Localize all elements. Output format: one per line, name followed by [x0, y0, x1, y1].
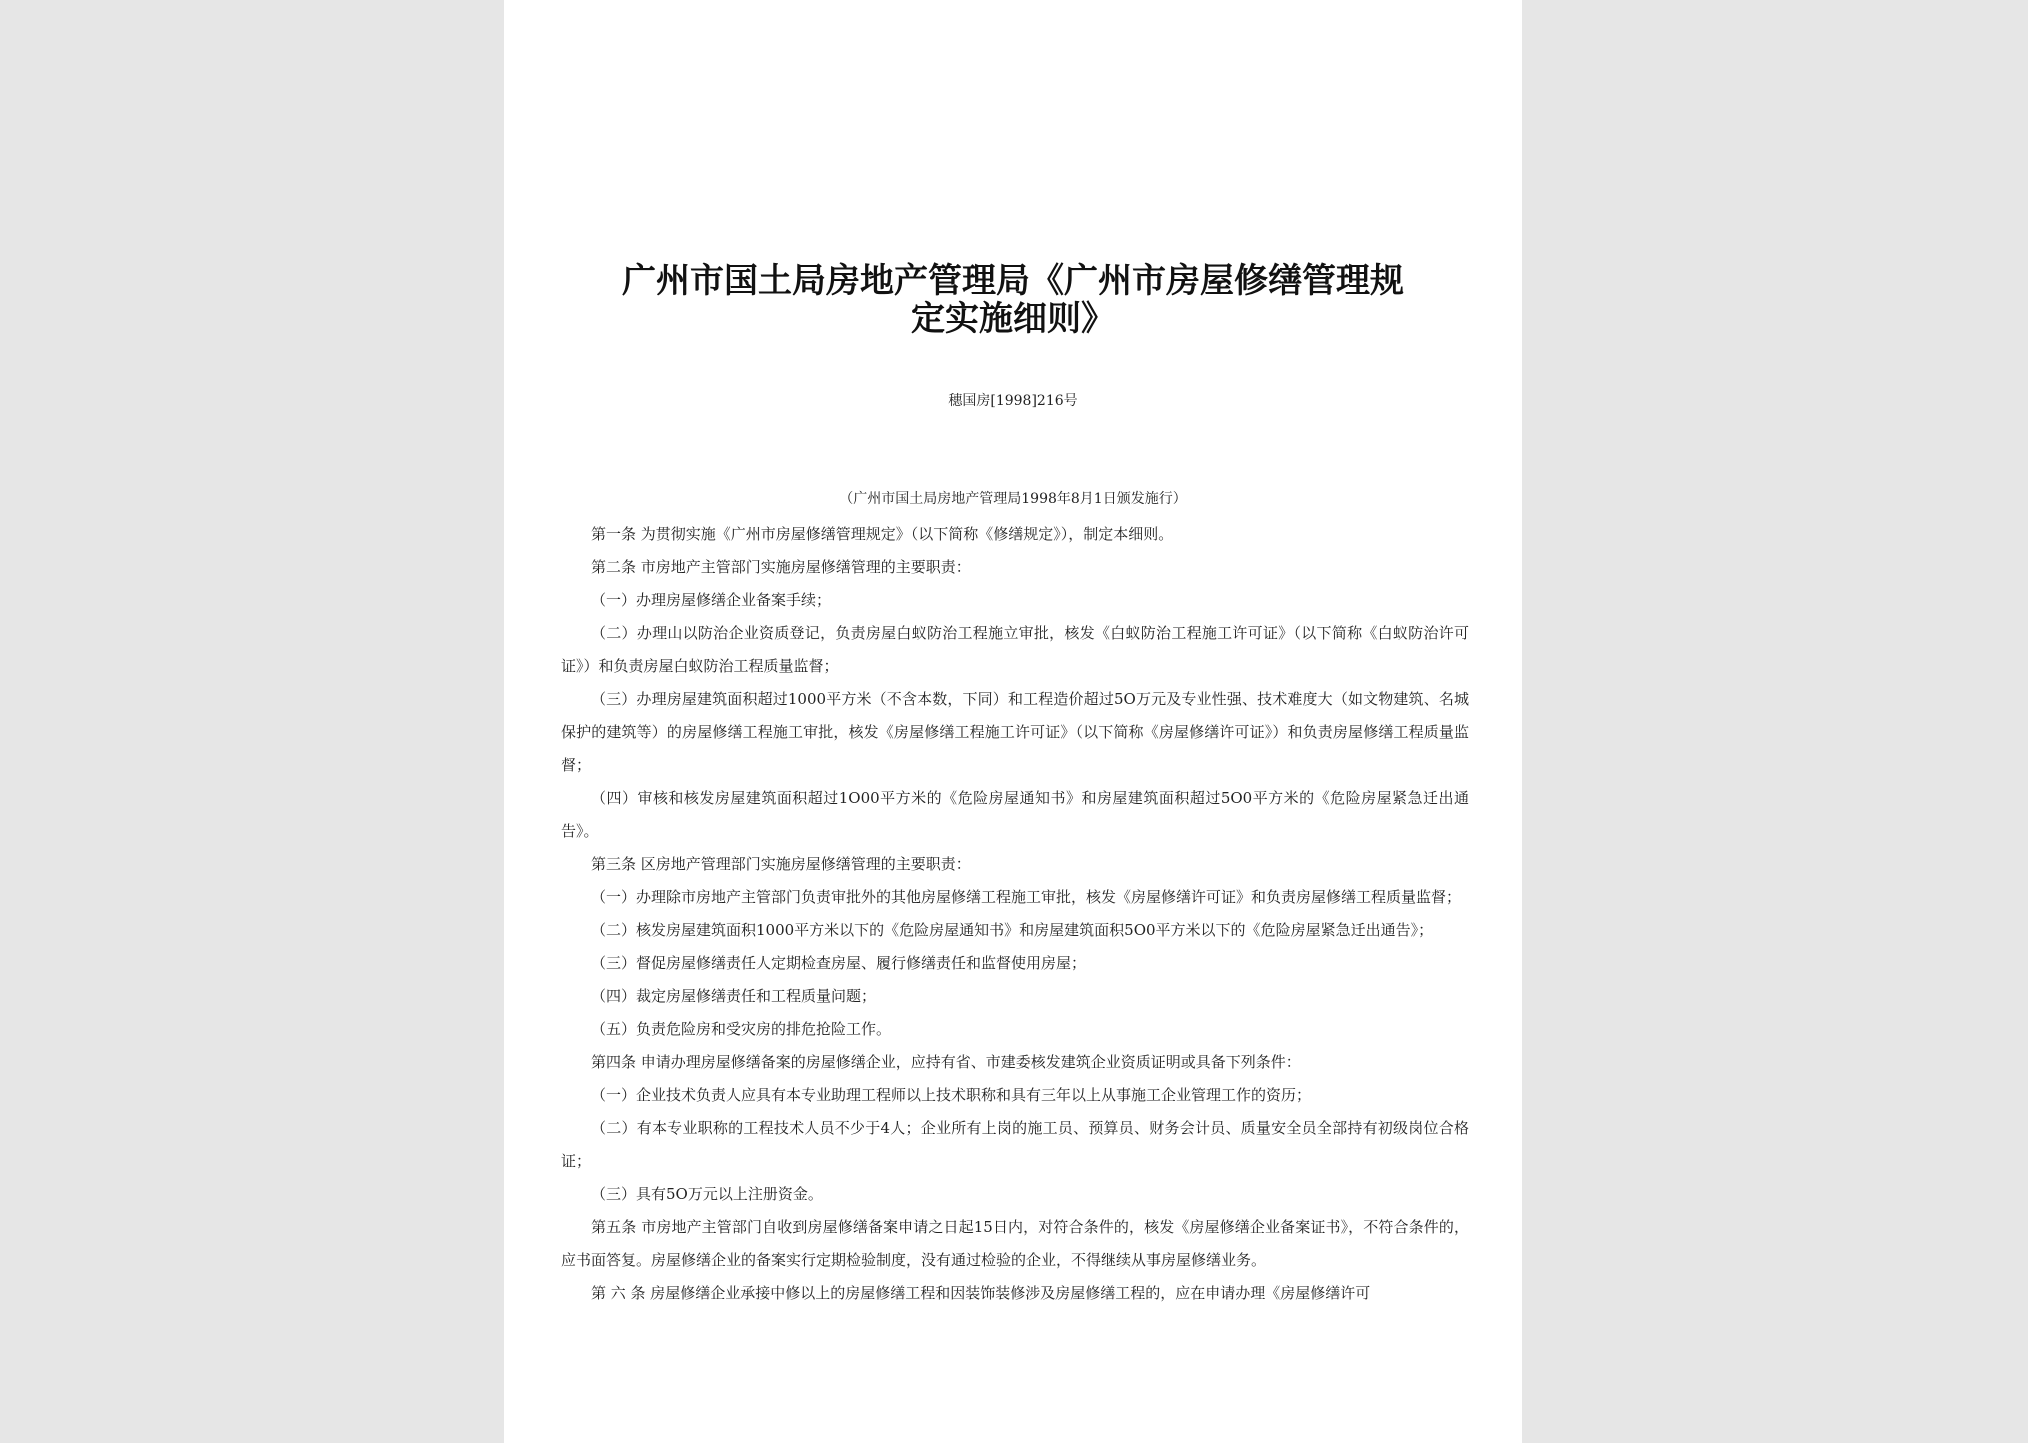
document-body — [561, 518, 1469, 1310]
paragraph: 第四条 申请办理房屋修缮备案的房屋修缮企业，应持有省、市建委核发建筑企业资质证明或具备下列条件： — [591, 1053, 1301, 1071]
paragraph: （二）有本专业职称的工程技术人员不少于4人；企业所有上岗的施工员、预算员、财务会计员、质量安全员全部持有初级岗位合格证； — [561, 1119, 1469, 1170]
document-page — [504, 0, 1522, 1443]
paragraph: （三）办理房屋建筑面积超过1000平方米（不含本数，下同）和工程造价超过5O万元及专业性强、技术难度大（如文物建筑、名城保护的建筑等）的房屋修缮工程施工审批，核发《房屋修缮工程施工许可证》（以下简称《房屋修缮许可证》）和负责房屋修缮工程质量监督； — [561, 690, 1469, 774]
document-number: 穗国房[1998]216号 — [948, 393, 1078, 409]
paragraph: 第一条 为贯彻实施《广州市房屋修缮管理规定》（以下简称《修缮规定》），制定本细则。 — [591, 525, 1174, 543]
paragraph: （一）办理除市房地产主管部门负责审批外的其他房屋修缮工程施工审批，核发《房屋修缮许可证》和负责房屋修缮工程质量监督； — [591, 888, 1462, 906]
paragraph: （一）企业技术负责人应具有本专业助理工程师以上技术职称和具有三年以上从事施工企业管理工作的资历； — [591, 1086, 1312, 1104]
title-line-2: 定实施细则》 — [911, 299, 1115, 339]
paragraph: （一）办理房屋修缮企业备案手续； — [591, 591, 832, 609]
paragraph: （五）负责危险房和受灾房的排危抢险工作。 — [591, 1020, 892, 1038]
document-title — [504, 262, 1522, 338]
paragraph: 第五条 市房地产主管部门自收到房屋修缮备案申请之日起15日内，对符合条件的，核发《房屋修缮企业备案证书》，不符合条件的，应书面答复。房屋修缮企业的备案实行定期检验制度，没有通过检验的企业，不得继续从事房屋修缮业务。 — [561, 1218, 1469, 1269]
paragraph: 第三条 区房地产管理部门实施房屋修缮管理的主要职责： — [591, 855, 971, 873]
paragraph: （二）核发房屋建筑面积1000平方米以下的《危险房屋通知书》和房屋建筑面积5O0平方米以下的《危险房屋紧急迁出通告》； — [591, 921, 1434, 939]
paragraph: 第二条 市房地产主管部门实施房屋修缮管理的主要职责： — [591, 558, 971, 576]
paragraph: 第 六 条 房屋修缮企业承接中修以上的房屋修缮工程和因装饰装修涉及房屋修缮工程的，应在申请办理《房屋修缮许可 — [591, 1284, 1371, 1302]
paragraph: （四）裁定房屋修缮责任和工程质量问题； — [591, 987, 877, 1005]
issued-note: （广州市国土局房地产管理局1998年8月1日颁发施行） — [839, 491, 1187, 507]
paragraph: （三）具有5O万元以上注册资金。 — [591, 1185, 823, 1203]
title-line-1: 广州市国土局房地产管理局《广州市房屋修缮管理规 — [622, 261, 1404, 301]
paragraph: （四）审核和核发房屋建筑面积超过1O00平方米的《危险房屋通知书》和房屋建筑面积超过5O0平方米的《危险房屋紧急迁出通告》。 — [561, 789, 1469, 840]
paragraph: （三）督促房屋修缮责任人定期检查房屋、履行修缮责任和监督使用房屋； — [591, 954, 1087, 972]
paragraph: （二）办理山以防治企业资质登记，负责房屋白蚁防治工程施立审批，核发《白蚁防治工程施工许可证》（以下简称《白蚁防治许可证》）和负责房屋白蚁防治工程质量监督； — [561, 624, 1469, 675]
